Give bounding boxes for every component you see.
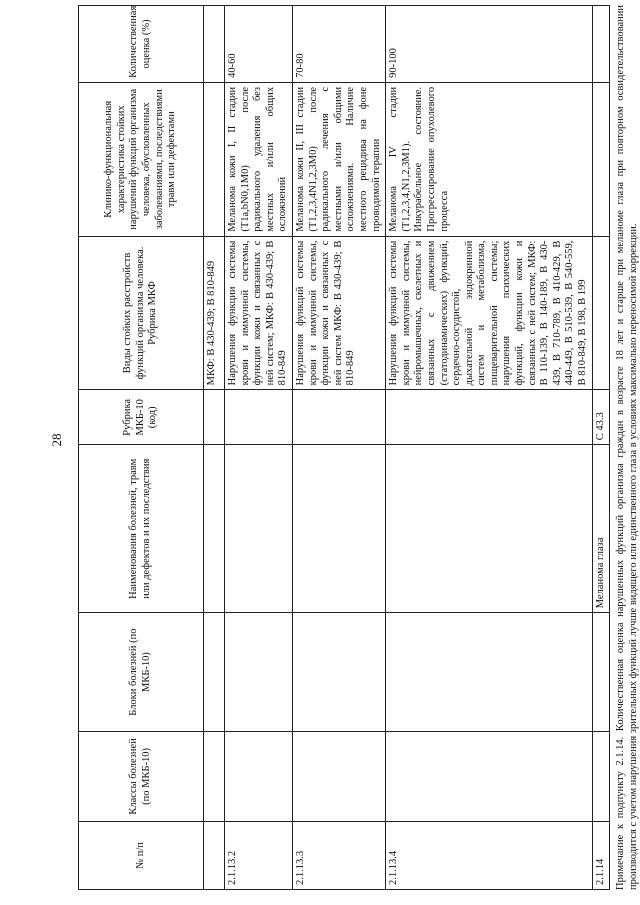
- rotated-page-content: [78, 5, 640, 890]
- table-header-row: [79, 6, 204, 890]
- table-note: Примечание к подпункту 2.1.14. Количественная оценка нарушенных функций организма граждан в возрасте 18 лет и старше при меланоме глаза при повторном освидетельствовании производится с учетом нарушения зрительных функций лучше видящего или единственного глаза в условиях максимально переносимой коррекции.: [615, 5, 640, 890]
- header-cell-class: Классы болезней (по МКБ-10): [79, 731, 204, 821]
- row-disease: Меланома глаза: [592, 445, 610, 613]
- table-row-continuation: [204, 6, 225, 890]
- header-cell-functions: Виды стойких расстройств функций организма человека. Рубрика МКФ: [79, 236, 204, 390]
- row-number: 2.1.14: [592, 821, 610, 889]
- row-functions: Нарушения функции системы крови и иммунной системы, функции кожи и связанных с ней систем; МКФ: В 430-439; В 810-849: [225, 236, 293, 390]
- row-number: 2.1.13.3: [292, 821, 385, 889]
- header-cell-clinical: Клинико-функциональная характеристика стойких нарушений функций организма человека, обусловленных заболеваниями, последствиями травм или дефектами: [79, 82, 204, 236]
- disability-assessment-table: [78, 5, 610, 890]
- header-cell-number: № п/п: [79, 821, 204, 889]
- table-row: [386, 6, 593, 890]
- table-row: [225, 6, 293, 890]
- table-row: [292, 6, 385, 890]
- continuation-functions: МКФ: В 430-439; В 810-849: [204, 236, 225, 390]
- page-number: 28: [49, 433, 64, 447]
- row-functions: Нарушения функций системы крови и иммунной системы, нейромышечных, скелетных и связанных с движением (статодинамических) функций, сердечно-сосудистой, дыхательной эндокринной систем и метаболизма, пищеварительной системы; нарушения психических функций, функции кожи и связанных с ней систем; МКФ: В 110-139, В 140-189, В 430-439, В 710-789, В 410-429, В 440-449, В 510-539, В 540-559, В 810-849, В 198, В 199: [386, 236, 593, 390]
- row-clinical: Меланома кожи II, III стадии (T1,2,3,4N1,2,3M0) после радикального лечения с местными и/или общими осложнениями. Наличие местного рецидива на фоне проводимой терапии: [292, 82, 385, 236]
- row-score: 70-80: [292, 6, 385, 83]
- header-cell-block: Блоки болезней (по МКБ-10): [79, 613, 204, 732]
- row-functions: Нарушения функций системы крови и иммунной системы, функции кожи и связанных с ней систем МКФ: В 430-439; В 810-849: [292, 236, 385, 390]
- row-score: 90-100: [386, 6, 593, 83]
- row-score: 40-60: [225, 6, 293, 83]
- header-cell-code: Рубрика МКБ-10 (код): [79, 390, 204, 445]
- table-row: [592, 6, 610, 890]
- row-number: 2.1.13.2: [225, 821, 293, 889]
- row-clinical: Меланома IV стадии (T1,2,3,4,N1,2,3M1). Инкурабельное состояние. Прогрессирование опухолевого процесса: [386, 82, 593, 236]
- header-cell-disease: Наименования болезней, травм или дефектов и их последствия: [79, 445, 204, 613]
- row-clinical: Меланома кожи I, II стадии (T1a,bN0,1M0) после радикального удаления без местных и/или общих осложнений: [225, 82, 293, 236]
- header-cell-score: Количественная оценка (%): [79, 6, 204, 83]
- row-number: 2.1.13.4: [386, 821, 593, 889]
- row-code: С 43.3: [592, 390, 610, 445]
